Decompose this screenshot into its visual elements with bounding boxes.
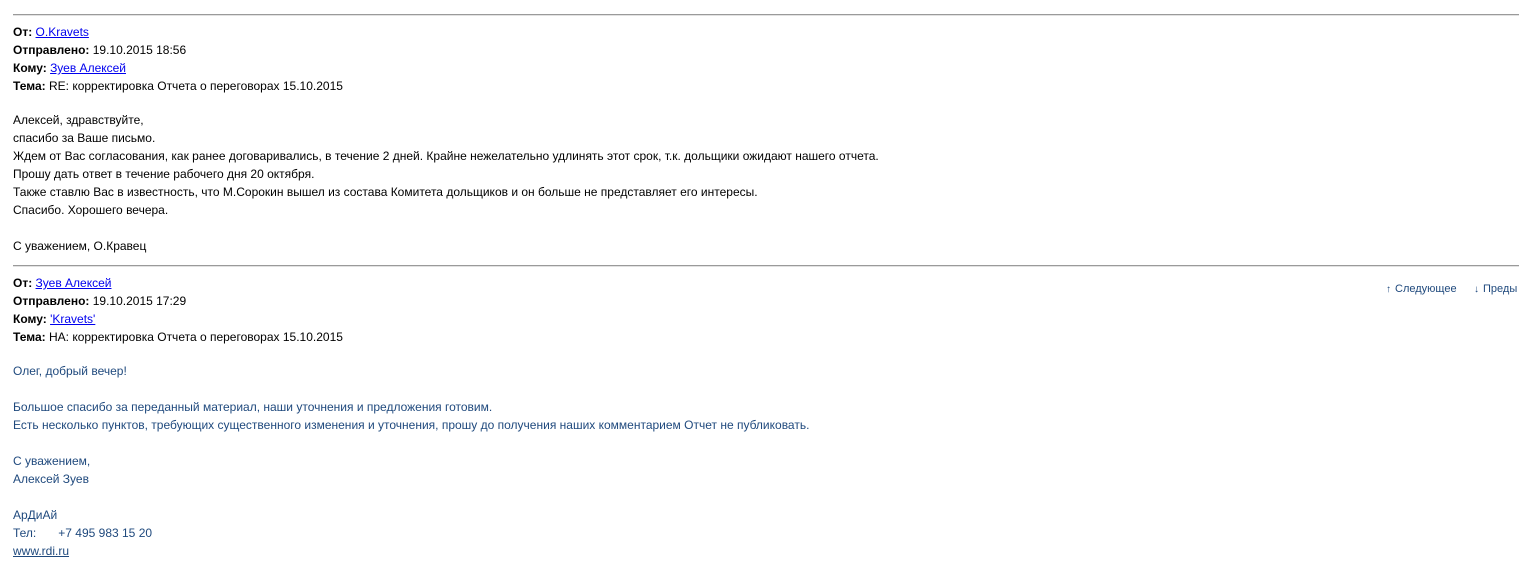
website-link[interactable]: www.rdi.ru (13, 544, 70, 558)
message1-body-line: Спасибо. Хорошего вечера. (13, 203, 169, 217)
message1-subject-row (13, 77, 343, 95)
message2-body-line: Большое спасибо за переданный материал, наши уточнения и предложения готовим. (13, 400, 493, 414)
message2-company: АрДиАй (13, 508, 58, 522)
subject-label: Тема: (13, 79, 49, 93)
message2-greeting: Олег, добрый вечер! (13, 364, 127, 378)
sent-label: Отправлено: (13, 294, 93, 308)
message1-subject-value: RE: корректировка Отчета о переговорах 15.10.2015 (48, 79, 343, 93)
message2-sender-name: Алексей Зуев (13, 472, 89, 486)
message2-website-row (13, 542, 809, 560)
message2-body (13, 362, 809, 560)
spacer (13, 434, 809, 452)
to-label: Кому: (13, 312, 51, 326)
subject-label: Тема: (13, 330, 49, 344)
message1-body-line: Ждем от Вас согласования, как ранее договаривались, в течение 2 дней. Крайне нежелательно удлинять этот срок, т.к. дольщики ожидают нашего отчета. (13, 149, 879, 163)
next-label: Следующее (1395, 283, 1457, 295)
message1-body-line: Также ставлю Вас в известность, что М.Сорокин вышел из состава Комитета дольщиков и он больше не представляет его интересы. (13, 185, 758, 199)
message1-body-line: спасибо за Ваше письмо. (13, 131, 156, 145)
message1-to-row (13, 59, 343, 77)
message1-to-link[interactable]: Зуев Алексей (50, 61, 126, 75)
from-label: От: (13, 25, 36, 39)
prev-label: Преды (1483, 283, 1518, 295)
message2-to-row (13, 310, 343, 328)
spacer (13, 219, 879, 237)
tel-label: Тел: (13, 526, 37, 540)
message1-header (13, 23, 343, 95)
message2-subject-row (13, 328, 343, 346)
message2-sent-row (13, 292, 343, 310)
message2-body-line: Есть несколько пунктов, требующих существенного изменения и уточнения, прошу до получения наших комментарием Отчет не публиковать. (13, 418, 810, 432)
message1-from-link[interactable]: O.Kravets (35, 25, 89, 39)
tel-value: +7 495 983 15 20 (58, 526, 153, 540)
previous-message-link[interactable] (1474, 280, 1517, 298)
message1-sent-value: 19.10.2015 18:56 (92, 43, 187, 57)
message-separator (13, 265, 1519, 267)
message1-signature: С уважением, О.Кравец (13, 239, 147, 253)
message2-sent-value: 19.10.2015 17:29 (92, 294, 187, 308)
message2-to-link[interactable]: 'Kravets' (50, 312, 96, 326)
to-label: Кому: (13, 61, 51, 75)
message1-body-line: Алексей, здравствуйте, (13, 113, 144, 127)
arrow-down-icon: ↓ (1474, 284, 1479, 295)
message2-subject-value: НА: корректировка Отчета о переговорах 15.10.2015 (48, 330, 343, 344)
sent-label: Отправлено: (13, 43, 93, 57)
spacer (13, 488, 809, 506)
message2-from-row (13, 274, 343, 292)
message2-from-link[interactable]: Зуев Алексей (35, 276, 112, 290)
top-separator (13, 14, 1519, 16)
message2-closing: С уважением, (13, 454, 91, 468)
message1-sent-row (13, 41, 343, 59)
message1-from-row (13, 23, 343, 41)
next-message-link[interactable] (1386, 280, 1457, 298)
message2-header (13, 274, 343, 346)
spacer (13, 380, 809, 398)
message1-body (13, 111, 879, 255)
message1-body-line: Прошу дать ответ в течение рабочего дня 20 октября. (13, 167, 315, 181)
from-label: От: (13, 276, 36, 290)
arrow-up-icon: ↑ (1386, 284, 1391, 295)
message2-phone-row (13, 524, 809, 542)
